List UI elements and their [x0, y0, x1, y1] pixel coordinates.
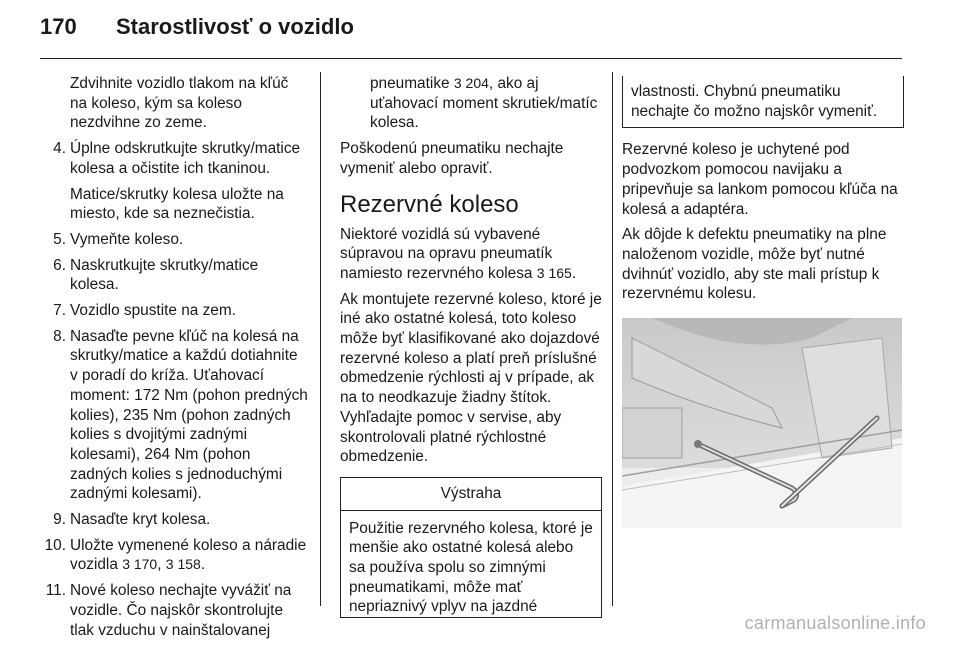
spare-wheel-winch-image	[622, 318, 902, 528]
column-divider-2	[612, 72, 613, 606]
column-3	[622, 74, 904, 528]
list-item: 8. Nasaďte pevne kľúč na kolesá na skrutky/matice a každú dotiahnite v poradí do kríža. Uťahovací moment: 172 Nm (pohon predných kolies), 235 Nm (pohon zadných kolies s dvojitými zadnými kolesami), 264 Nm (pohon zadných kolies s jednoduchými zadnými kolesami).	[53, 327, 308, 503]
list-item: 11. Nové koleso nechajte vyvážiť na vozidle. Čo najskôr skontrolujte tlak vzduchu v nainštalovanej	[45, 582, 292, 639]
warning-text: Použitie rezervného kolesa, ktoré je menšie ako ostatné kolesá alebo sa používa spolu so zimnými pneumatikami, môže mať nepriaznivý vplyv na jazdné	[349, 519, 593, 616]
spare-wheel-illustration	[622, 318, 902, 528]
list-item: 6. Naskrutkujte skrutky/matice kolesa.	[53, 256, 259, 294]
warning-title: Výstraha	[341, 478, 601, 511]
column-1	[36, 74, 308, 646]
list-item: 4. Úplne odskrutkujte skrutky/matice kolesa a očistite ich tkaninou.	[53, 140, 301, 177]
column-divider-1	[320, 72, 321, 606]
paragraph: Ak montujete rezervné koleso, ktoré je iné ako ostatné kolesá, toto koleso môže byť klasifikované ako dojazdové rezervné koleso a platí preň príslušné obmedzenie rýchlosti aj v prípade, ak na to neodkazuje žiadny štítok. Vyhľadajte pomoc v servise, aby skontrolovali platné rýchlostné obmedzenie.	[340, 290, 602, 466]
column-2	[340, 74, 602, 618]
page-number: 170	[40, 14, 77, 39]
list-item: 5. Vymeňte koleso.	[53, 230, 184, 248]
header-divider	[40, 58, 902, 59]
page-title: Starostlivosť o vozidlo	[116, 14, 354, 39]
step-11-continuation: pneumatike 3 204, ako aj uťahovací moment skrutiek/matíc kolesa.	[370, 75, 598, 132]
page-reference-link[interactable]: 3 158	[165, 556, 201, 573]
paragraph: Poškodenú pneumatiku nechajte vymeniť alebo opraviť.	[340, 140, 564, 177]
page-header	[40, 14, 354, 44]
list-item: 9. Nasaďte kryt kolesa.	[53, 511, 211, 529]
list-item: 10. Uložte vymenené koleso a náradie vozidla 3 170, 3 158.	[44, 536, 307, 574]
page-reference-link[interactable]: 3 165	[536, 264, 572, 281]
section-title: Rezervné koleso	[340, 190, 519, 218]
warning-box	[340, 477, 602, 618]
list-item: 7. Vozidlo spustite na zem.	[53, 302, 236, 320]
step-3-continuation: Zdvihnite vozidlo tlakom na kľúč na koleso, kým sa koleso nezdvihne zo zeme.	[70, 75, 289, 132]
paragraph: Rezervné koleso je uchytené pod podvozkom pomocou navijaku a pripevňuje sa lankom pomocou kľúča na kolesá a adaptéra.	[622, 141, 898, 218]
warning-box-continuation: vlastnosti. Chybnú pneumatiku nechajte čo možno najskôr vymeniť.	[622, 76, 904, 128]
watermark: carmanualsonline.info	[744, 613, 926, 633]
page-reference-link[interactable]: 3 170	[122, 556, 158, 573]
paragraph: Ak dôjde k defektu pneumatiky na plne naloženom vozidle, môže byť nutné dvihnúť vozidlo, aby ste mali prístup k rezervnému kolesu.	[622, 226, 887, 303]
paragraph: Niektoré vozidlá sú vybavené súpravou na opravu pneumatík namiesto rezervného kolesa 3 165.	[340, 225, 577, 282]
page-reference-link[interactable]: 3 204	[453, 75, 489, 91]
step-4-note: Matice/skrutky kolesa uložte na miesto, kde sa neznečistia.	[70, 185, 284, 223]
